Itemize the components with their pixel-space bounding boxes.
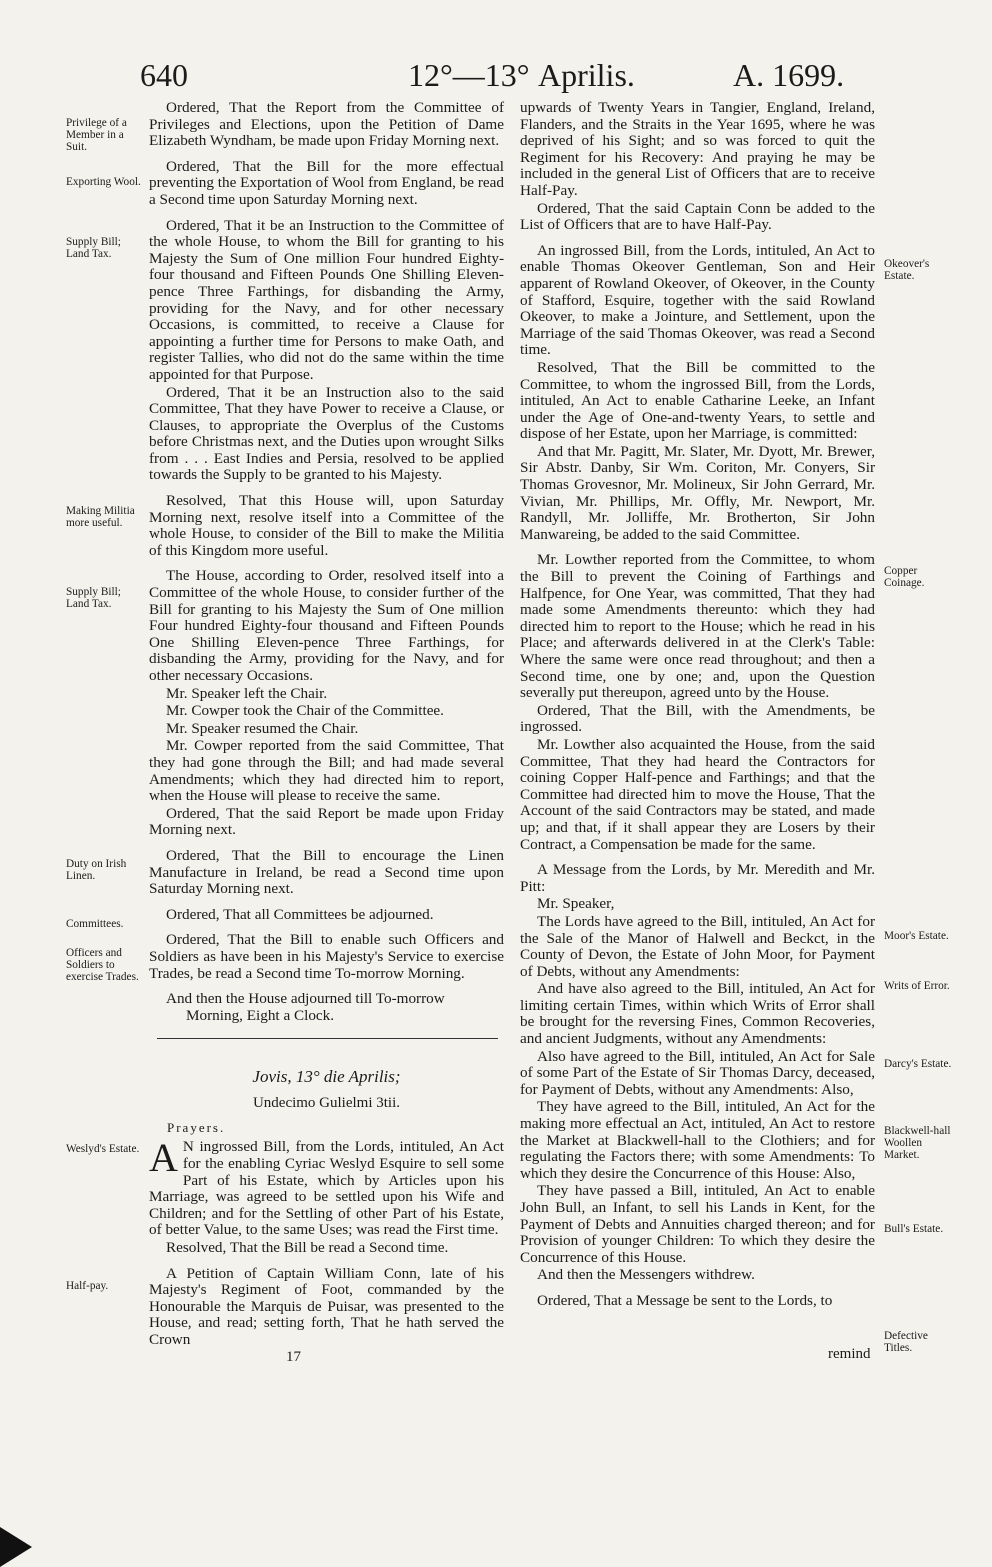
- paragraph: Mr. Cowper reported from the said Committee, That they had gone through the Bill; and had made several Amendments; which they had directed him to report, when the House will please to receive the same.: [149, 737, 504, 805]
- paragraph: And then the Messengers withdrew.: [537, 1266, 755, 1284]
- paragraph: Mr. Cowper took the Chair of the Committee.: [166, 702, 444, 720]
- paragraph: The Lords have agreed to the Bill, intituled, An Act for the Sale of the Manor of Halwell and Beckct, in the County of Devon, the Estate of John Moor, for Payment of Debts, without any Amendments:: [520, 912, 875, 980]
- paragraph: A Message from the Lords, by Mr. Meredith and Mr. Pitt:: [520, 861, 875, 895]
- margin-note: Copper Coinage.: [884, 565, 925, 590]
- margin-note: Okeover's Estate.: [884, 258, 930, 283]
- paragraph: Ordered, That it be an Instruction to the Committee of the whole House, to whom the Bill for granting to his Majesty the Sum of One million Four hundred Eighty-four thousand and Fifteen Pounds One Shilling Eleven-pence Three Farthings, for disbanding the Army, providing for the Navy, and for other necessary Occasions, is committed, to receive a Clause for appointing a further time for Persons to make Oath, and register Tallies, who did not do the same within the time appointed for that Purpose.: [149, 216, 504, 383]
- signature-mark: 17: [286, 1349, 301, 1365]
- header-month: Aprilis.: [538, 57, 635, 93]
- right-column: [520, 100, 875, 1311]
- margin-note: Writs of Error.: [884, 980, 950, 992]
- paragraph: Resolved, That the Bill be read a Second time.: [166, 1239, 449, 1257]
- paragraph: Ordered, That it be an Instruction also to the said Committee, That they have Power to receive a Clause, or Clauses, to appropriate the Overplus of the Customs before Christmas next, and the Duties upon wrought Silks from . . . East Indies and Persia, resolved to be applied towards the Supply to be granted to his Majesty.: [149, 383, 504, 484]
- day-heading: Jovis, 13° die Aprilis;: [252, 1067, 401, 1087]
- margin-note: Duty on Irish Linen.: [66, 858, 127, 883]
- drop-cap: A: [149, 1135, 178, 1181]
- paragraph: upwards of Twenty Years in Tangier, England, Ireland, Flanders, and the Straits in the Year 1695, where he was deprived of his Sight; and so was forced to quit the Regiment for his Recovery: And praying he may be included in the general List of Officers that are to receive Half-Pay.: [520, 99, 875, 199]
- paragraph: Ordered, That the Bill to enable such Officers and Soldiers as have been in his Majesty's Service to exercise Trades, be read a Second time To-morrow Morning.: [149, 931, 504, 982]
- paragraph: Ordered, That a Message be sent to the Lords, to: [537, 1291, 833, 1309]
- section-rule: [157, 1038, 498, 1039]
- margin-note: Bull's Estate.: [884, 1223, 944, 1235]
- triangle-marker-icon: [0, 1527, 32, 1567]
- paragraph: A Petition of Captain William Conn, late of his Majesty's Regiment of Foot, commanded by the Honourable the Marquis de Puisar, was presented to the House, and read; setting forth, That he hath served the Crown: [149, 1264, 504, 1348]
- margin-note: Committees.: [66, 918, 124, 930]
- paragraph: An ingrossed Bill, from the Lords, intituled, An Act to enable Thomas Okeover Gentleman, Son and Heir apparent of Rowland Okeover, of Okeover, in the County of Stafford, Esquire, together with the said Rowland Okeover, to make a Jointure, and Settlement, upon the Marriage of the said Thomas Okeover, was read a Second time.: [520, 241, 875, 359]
- left-column: [149, 100, 504, 1358]
- margin-note: Weslyd's Estate.: [66, 1143, 140, 1155]
- paragraph: Resolved, That the Bill be committed to the Committee, to whom the ingrossed Bill, from the Lords, intituled, An Act to enable Catharine Leeke, an Infant under the Age of One-and-twenty Years, to settle and dispose of her Estate, upon her Marriage, is committed:: [520, 358, 875, 443]
- catchword: remind: [828, 1346, 871, 1362]
- paragraph: And that Mr. Pagitt, Mr. Slater, Mr. Dyott, Mr. Brewer, Sir Abstr. Danby, Sir Wm. Coriton, Mr. Conyers, Sir Thomas Grovesnor, Mr. Molineux, Sir John Gerrard, Mr. Vivian, Mr. Phillips, Mr. Offly, Mr. Newport, Mr. Randyll, Mr. Jolliffe, Mr. Brotherton, Sir John Manwareing, be added to the said Committee.: [520, 442, 875, 543]
- header-year: A. 1699.: [733, 57, 845, 93]
- paragraph: Ordered, That the said Captain Conn be added to the List of Officers that are to have Half-Pay.: [520, 199, 875, 234]
- margin-note: Exporting Wool.: [66, 176, 141, 188]
- margin-note: Blackwell-hall Woollen Market.: [884, 1125, 951, 1162]
- paragraph: And have also agreed to the Bill, intituled, An Act for limiting certain Times, within which Writs of Error shall be brought for the reversing Fines, Common Recoveries, and ancient Judgments, without any Amendments:: [520, 980, 875, 1048]
- paragraph: Ordered, That the Report from the Committee of Privileges and Elections, upon the Petition of Dame Elizabeth Wyndham, be made upon Friday Morning next.: [149, 99, 504, 150]
- paragraph: Ordered, That all Committees be adjourned.: [166, 905, 434, 923]
- paragraph: They have agreed to the Bill, intituled, An Act for the making more effectual an Act, intituled, An Act to restore the Market at Blackwell-hall to the Clothiers; and for regulating the Factors there; with some Amendments: To which they desire the Concurrence of this House: Also,: [520, 1098, 875, 1182]
- paragraph: Mr. Speaker resumed the Chair.: [166, 719, 359, 737]
- paragraph: Resolved, That this House will, upon Saturday Morning next, resolve itself into a Committee of the whole House, to consider of the Bill to make the Militia of this Kingdom more useful.: [149, 492, 504, 559]
- margin-note: Supply Bill; Land Tax.: [66, 236, 121, 261]
- margin-note: Half-pay.: [66, 1280, 109, 1292]
- paragraph: Ordered, That the Bill for the more effectual preventing the Exportation of Wool from England, be read a Second time upon Saturday Morning next.: [149, 157, 504, 208]
- paragraph: They have passed a Bill, intituled, An Act to enable John Bull, an Infant, to sell his Lands in Kent, for the Payment of Debts and Annuities charged thereon; and for Provision of younger Children: To which they desire the Concurrence of this House.: [520, 1182, 875, 1266]
- paragraph: Ordered, That the Bill, with the Amendments, be ingrossed.: [520, 701, 875, 736]
- paragraph: The House, according to Order, resolved itself into a Committee of the whole House, to consider further of the Bill for granting to his Majesty the Sum of One million Four hundred Eighty-four thousand and Fifteen Pounds One Shilling Eleven-pence Three Farthings, for disbanding the Army, providing for the Navy, and for other necessary Occasions.: [149, 567, 504, 684]
- page-number: 640: [140, 57, 188, 93]
- paragraph: And then the House adjourned till To-morrow Morning, Eight a Clock.: [166, 990, 445, 1024]
- paragraph: Ordered, That the said Report be made upon Friday Morning next.: [149, 804, 504, 839]
- margin-note: Moor's Estate.: [884, 930, 949, 942]
- margin-note: Defective Titles.: [884, 1330, 928, 1355]
- paragraph: Mr. Speaker,: [537, 895, 615, 913]
- margin-note: Supply Bill; Land Tax.: [66, 586, 121, 611]
- paragraph: Mr. Lowther also acquainted the House, from the said Committee, That they had heard the Contractors for coining Copper Half-pence and Farthings; and that the Committee had directed him to move the House, That the Account of the said Contractors may be stated, and made up; and that, if it shall appear they are Losers by their Contract, a Compensation be made for the same.: [520, 735, 875, 853]
- regnal-year: Undecimo Gulielmi 3tii.: [252, 1095, 401, 1112]
- margin-note: Officers and Soldiers to exercise Trades.: [66, 947, 139, 984]
- paragraph: Ordered, That the Bill to encourage the Linen Manufacture in Ireland, be read a Second time upon Saturday Morning next.: [149, 846, 504, 898]
- margin-note: Making Militia more useful.: [66, 505, 135, 530]
- paragraph: Mr. Speaker left the Chair.: [166, 684, 328, 702]
- paragraph: Mr. Lowther reported from the Committee, to whom the Bill to prevent the Coining of Farthings and Halfpence, for One Year, was committed, That they had made some Amendments thereunto: which they had directed him to report to the House; which he read in his Place; and afterwards delivered in at the Clerk's Table: Where the same were once read throughout; and then a Second time, one by one; and, upon the Question severally put thereupon, agreed unto by the House.: [520, 551, 875, 702]
- margin-note: Darcy's Estate.: [884, 1058, 952, 1070]
- paragraph: [149, 1135, 504, 1239]
- paragraph: Also have agreed to the Bill, intituled, An Act for Sale of some Part of the Estate of Sir Thomas Darcy, deceased, for Payment of Debts, without any Amendments: Also,: [520, 1047, 875, 1098]
- paragraph-text: N ingrossed Bill, from the Lords, intituled, An Act for the enabling Cyriac Weslyd Esquire to sell some Part of his Estate, which by Articles upon his Marriage, was agreed to be settled upon his Wife and Children; and for the Settling of other Part of his Estate, of better Value, to the same Uses; was read the First time.: [149, 1138, 504, 1239]
- prayers-heading: Prayers.: [167, 1119, 226, 1135]
- margin-note: Privilege of a Member in a Suit.: [66, 117, 127, 154]
- header-date: 12°—13°: [408, 57, 530, 93]
